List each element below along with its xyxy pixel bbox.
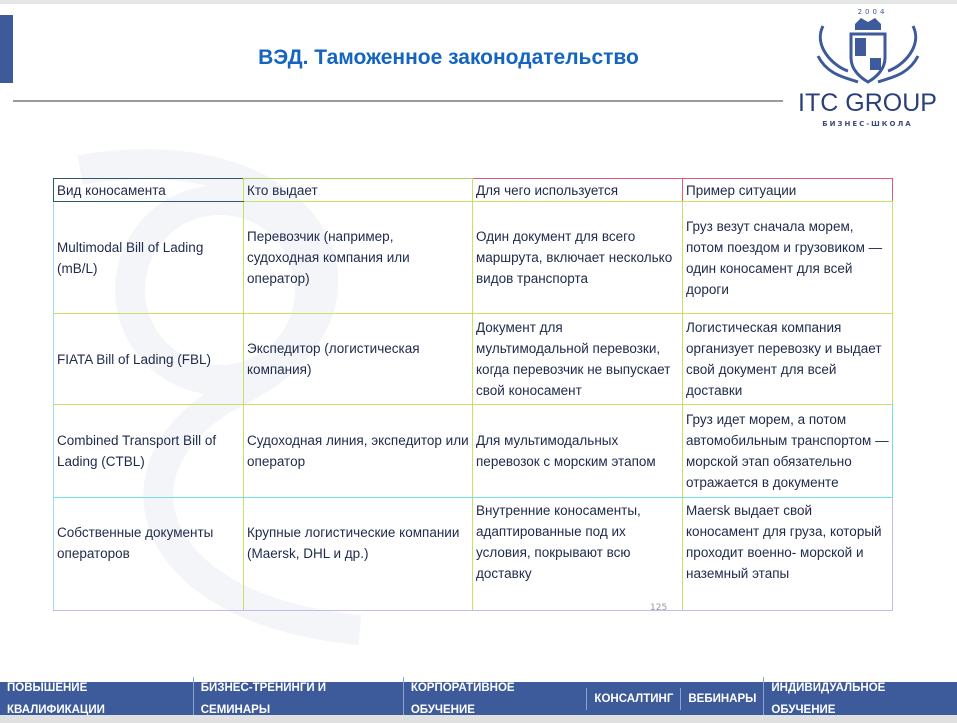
table-cell: Собственные документы операторов [54,498,244,611]
table-cell: Для мультимодальных перевозок с морским этапом [473,405,683,498]
top-bar [0,0,957,4]
footer-item-consulting[interactable]: КОНСАЛТИНГ [586,688,680,710]
footer-item-corporate[interactable]: КОРПОРАТИВНОЕ ОБУЧЕНИЕ [403,677,587,721]
page-number: 125 [650,603,668,613]
logo-brand: ITC GROUP [798,89,937,117]
logo-subtitle: БИЗНЕС-ШКОЛА [822,120,913,128]
table-cell: Maersk выдает свой коносамент для груза, который проходит военно- морской и наземный этапы [683,498,893,611]
table-cell: Логистическая компания организует перевозку и выдает свой документ для всей доставки [683,314,893,405]
footer-item-trainings[interactable]: БИЗНЕС-ТРЕНИНГИ И СЕМИНАРЫ [193,677,403,721]
table-row [54,202,893,314]
table-cell: Документ для мультимодальной перевозки, когда перевозчик не выпускает свой коносамент [473,314,683,405]
table-cell: Экспедитор (логистическая компания) [244,314,473,405]
logo-year: 2004 [857,8,888,16]
column-header: Вид коносамента [54,179,244,202]
bill-of-lading-table [53,178,893,611]
column-header: Для чего используется [473,179,683,202]
column-header: Пример ситуации [683,179,893,202]
footer-bottom-strip [0,715,957,723]
table-header-row [54,179,893,202]
title-divider [13,100,783,102]
table-cell: Груз идет морем, а потом автомобильным транспортом — морской этап обязательно отражается в документе [683,405,893,498]
table-cell: Крупные логистические компании (Maersk, DHL и др.) [244,498,473,611]
table-cell: Внутренние коносаменты, адаптированные под их условия, покрывают всю доставку [473,498,683,611]
page-title: ВЭД. Таможенное законодательство [258,46,639,69]
table-cell: Combined Transport Bill of Lading (CTBL) [54,405,244,498]
table-cell: Один документ для всего маршрута, включает несколько видов транспорта [473,202,683,314]
table-row [54,405,893,498]
footer-item-qualification[interactable]: ПОВЫШЕНИЕ КВАЛИФИКАЦИИ [7,681,105,716]
table-row [54,314,893,405]
table-cell: Груз везут сначала морем, потом поездом и грузовиком — один коносамент для всей дороги [683,202,893,314]
table-cell: Перевозчик (например, судоходная компания или оператор) [244,202,473,314]
table-cell: Судоходная линия, экспедитор или оператор [244,405,473,498]
crest-icon [813,16,923,84]
column-header: Кто выдает [244,179,473,202]
footer-item-individual[interactable]: ИНДИВИДУАЛЬНОЕ ОБУЧЕНИЕ [763,677,957,721]
table-cell: FIATA Bill of Lading (FBL) [54,314,244,405]
company-logo [795,8,940,133]
table-row [54,498,893,611]
table-cell: Multimodal Bill of Lading (mB/L) [54,202,244,314]
footer-item-webinars[interactable]: ВЕБИНАРЫ [680,688,763,710]
footer-nav [0,682,957,715]
